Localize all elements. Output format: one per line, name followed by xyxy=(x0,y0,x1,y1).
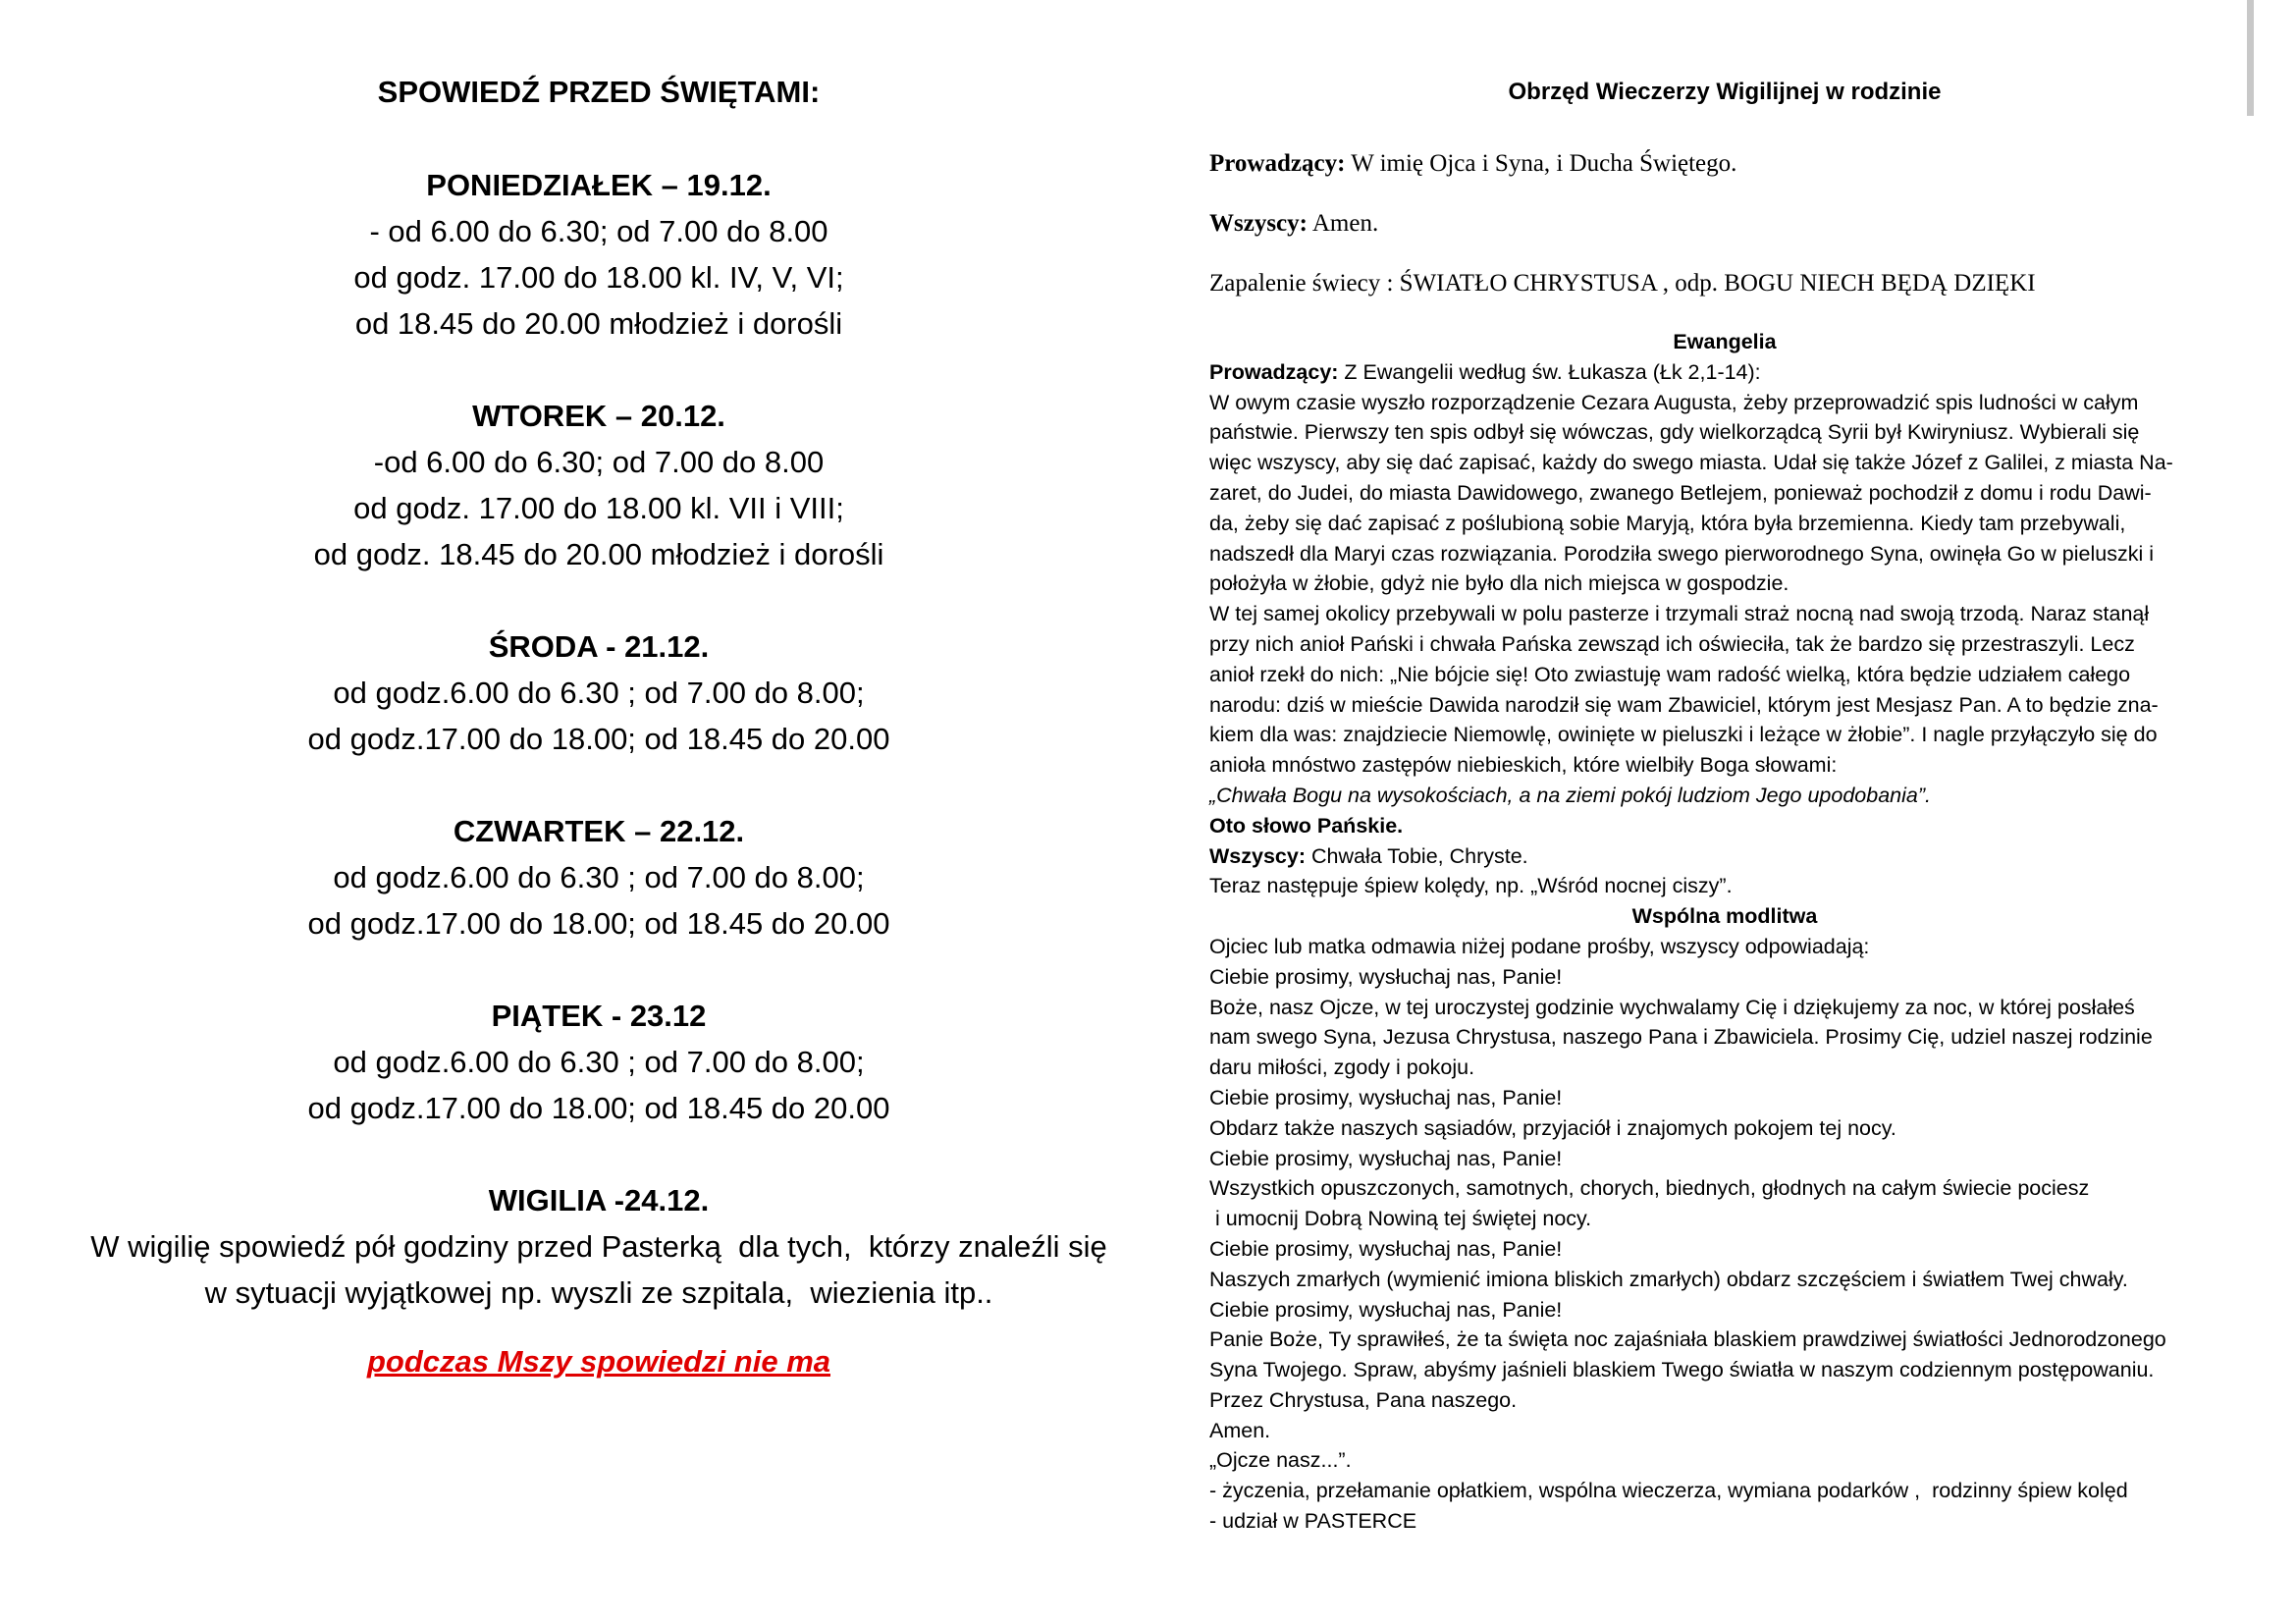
schedule-note: podczas Mszy spowiedzi nie ma xyxy=(366,1344,830,1379)
day-title: PONIEDZIAŁEK – 19.12. xyxy=(426,168,772,202)
ewangelia-quote: „Chwała Bogu na wysokościach, a na ziemi pokój ludziom Jego upodobania”. xyxy=(1209,783,1931,807)
rite-intro xyxy=(1209,147,2240,299)
text-line: „Ojcze nasz...”. xyxy=(1209,1448,1352,1473)
day-title: WTOREK – 20.12. xyxy=(472,399,725,433)
text-line: przy nich anioł Pański i chwała Pańska zewsząd ich oświeciła, tak że bardzo się przestraszyli. Lecz xyxy=(1209,631,2135,656)
text-line: W owym czasie wyszło rozporządzenie Cezara Augusta, żeby przeprowadzić spis ludności w całym xyxy=(1209,390,2139,414)
text-line: Panie Boże, Ty sprawiłeś, że ta święta noc zajaśniała blaskiem prawdziwej światłości Jednorodzonego xyxy=(1209,1327,2166,1352)
schedule-line: w sytuacji wyjątkowej np. wyszli ze szpitala, wiezienia itp.. xyxy=(204,1275,993,1310)
intro-text: Amen. xyxy=(1307,210,1379,237)
text-line: anioł rzekł do nich: „Nie bójcie się! Oto zwiastuję wam radość wielką, która będzie udziałem całego xyxy=(1209,662,2131,686)
vigil-rite xyxy=(1209,79,2240,1537)
text-line: W tej samej okolicy przebywali w polu pasterze i trzymali straż nocną nad swoją trzodą. Naraz stanął xyxy=(1209,602,2150,626)
schedule-line: od godz.6.00 do 6.30 ; od 7.00 do 8.00; xyxy=(333,860,865,894)
text-line: Ciebie prosimy, wysłuchaj nas, Panie! xyxy=(1209,1146,1563,1170)
day-title: WIGILIA -24.12. xyxy=(488,1183,710,1218)
schedule-line: W wigilię spowiedź pół godziny przed Pasterką dla tych, którzy znaleźli się xyxy=(90,1229,1107,1264)
schedule-line: od godz. 17.00 do 18.00 kl. IV, V, VI; xyxy=(353,260,844,295)
text-line: kiem dla was: znajdziecie Niemowlę, owinięte w pieluszki i leżące w żłobie”. I nagle przyłączyło się do xyxy=(1209,723,2158,747)
ewangelia-close: Oto słowo Pańskie. xyxy=(1209,813,1404,838)
text-line: Ciebie prosimy, wysłuchaj nas, Panie! xyxy=(1209,1236,1563,1261)
schedule-title: SPOWIEDŹ PRZED ŚWIĘTAMI: xyxy=(377,75,821,109)
schedule-line: od godz.17.00 do 18.00; od 18.45 do 20.00 xyxy=(307,722,890,756)
text-line: nadszedł dla Maryi czas rozwiązania. Porodziła swego pierworodnego Syna, owinęła Go w pieluszki i xyxy=(1209,541,2155,566)
schedule-line: od godz. 17.00 do 18.00 kl. VII i VIII; xyxy=(353,491,844,525)
confession-schedule xyxy=(39,69,1158,1384)
day-title: PIĄTEK - 23.12 xyxy=(491,999,707,1033)
text-line: i umocnij Dobrą Nowiną tej świętej nocy. xyxy=(1209,1207,1592,1231)
schedule-line: - od 6.00 do 6.30; od 7.00 do 8.00 xyxy=(369,214,828,248)
intro-text: Zapalenie świecy : ŚWIATŁO CHRYSTUSA , odp. BOGU NIECH BĘDĄ DZIĘKI xyxy=(1209,270,2036,297)
rite-body xyxy=(1209,327,2240,1537)
intro-label: Prowadzący: xyxy=(1209,150,1346,177)
koleda-line: Teraz następuje śpiew kolędy, np. „Wśród nocnej ciszy”. xyxy=(1209,874,1733,898)
text-line: państwie. Pierwszy ten spis odbył się wówczas, gdy wielkorządcą Syrii był Kwiryniusz. Wybierali się xyxy=(1209,420,2140,445)
text-line: daru miłości, zgody i pokoju. xyxy=(1209,1056,1475,1080)
day-block xyxy=(39,623,1158,762)
text-line: Ciebie prosimy, wysłuchaj nas, Panie! xyxy=(1209,1297,1563,1322)
schedule-line: od godz.6.00 do 6.30 ; od 7.00 do 8.00; xyxy=(333,1045,865,1079)
lead-text: Z Ewangelii według św. Łukasza (Łk 2,1-14): xyxy=(1338,359,1761,384)
text-line: Naszych zmarłych (wymienić imiona bliskich zmarłych) obdarz szczęściem i światłem Twej chwały. xyxy=(1209,1267,2128,1291)
intro-line xyxy=(1209,147,2240,180)
text-line: Syna Twojego. Spraw, abyśmy jaśnieli blaskiem Twego światła w naszym codziennym postępowaniu. xyxy=(1209,1358,2155,1382)
day-block xyxy=(39,993,1158,1131)
text-line: da, żeby się dać zapisać z poślubioną sobie Maryją, która była brzemienna. Kiedy tam przebywali, xyxy=(1209,511,2126,535)
day-block xyxy=(39,1177,1158,1316)
lead-label: Prowadzący: xyxy=(1209,359,1339,384)
ewangelia-lead xyxy=(1209,357,2240,388)
text-line: Obdarz także naszych sąsiadów, przyjaciół i znajomych pokojem tej nocy. xyxy=(1209,1115,1896,1140)
text-line: Amen. xyxy=(1209,1418,1271,1442)
modlitwa-heading: Wspólna modlitwa xyxy=(1631,904,1818,929)
wszyscy-label: Wszyscy: xyxy=(1209,843,1306,868)
intro-text: W imię Ojca i Syna, i Ducha Świętego. xyxy=(1345,150,1737,177)
wszyscy-response xyxy=(1209,841,2240,872)
schedule-line: od 18.45 do 20.00 młodzież i dorośli xyxy=(354,306,843,341)
text-line: Przez Chrystusa, Pana naszego. xyxy=(1209,1387,1518,1412)
text-line: nam swego Syna, Jezusa Chrystusa, naszego Pana i Zbawiciela. Prosimy Cię, udziel naszej rodzinie xyxy=(1209,1025,2153,1050)
schedule-line: od godz. 18.45 do 20.00 młodzież i dorośli xyxy=(313,537,884,571)
day-title: CZWARTEK – 22.12. xyxy=(453,814,745,848)
text-line: Ciebie prosimy, wysłuchaj nas, Panie! xyxy=(1209,964,1563,989)
text-line: zaret, do Judei, do miasta Dawidowego, zwanego Betlejem, ponieważ pochodził z domu i rodu Dawi- xyxy=(1209,480,2152,505)
scrollbar[interactable] xyxy=(2247,0,2254,116)
day-title: ŚRODA - 21.12. xyxy=(488,629,710,664)
text-line: Ojciec lub matka odmawia niżej podane prośby, wszyscy odpowiadają: xyxy=(1209,934,1870,958)
day-block xyxy=(39,162,1158,347)
schedule-line: od godz.17.00 do 18.00; od 18.45 do 20.00 xyxy=(307,906,890,941)
day-block xyxy=(39,808,1158,947)
schedule-line: od godz.6.00 do 6.30 ; od 7.00 do 8.00; xyxy=(333,676,865,710)
text-line: położyła w żłobie, gdyż nie było dla nich miejsca w gospodzie. xyxy=(1209,571,1789,596)
text-line: Boże, nasz Ojcze, w tej uroczystej godzinie wychwalamy Cię i dziękujemy za noc, w której posłałeś xyxy=(1209,995,2135,1019)
text-line: Ciebie prosimy, wysłuchaj nas, Panie! xyxy=(1209,1085,1563,1110)
text-line: anioła mnóstwo zastępów niebieskich, które wielbiły Boga słowami: xyxy=(1209,753,1838,778)
wszyscy-text: Chwała Tobie, Chryste. xyxy=(1306,843,1528,868)
text-line: więc wszyscy, aby się dać zapisać, każdy do swego miasta. Udał się także Józef z Galilei, z miasta Na- xyxy=(1209,451,2173,475)
schedule-line: -od 6.00 do 6.30; od 7.00 do 8.00 xyxy=(373,445,825,479)
intro-line xyxy=(1209,207,2240,240)
schedule-line: od godz.17.00 do 18.00; od 18.45 do 20.00 xyxy=(307,1091,890,1125)
intro-line xyxy=(1209,267,2240,299)
rite-title: Obrzęd Wieczerzy Wigilijnej w rodzinie xyxy=(1508,79,1942,105)
text-line: Wszystkich opuszczonych, samotnych, chorych, biednych, głodnych na całym świecie pociesz xyxy=(1209,1176,2090,1201)
text-line: - udział w PASTERCE xyxy=(1209,1509,1417,1534)
intro-label: Wszyscy: xyxy=(1209,210,1308,237)
ewangelia-heading: Ewangelia xyxy=(1673,330,1777,353)
text-line: - życzenia, przełamanie opłatkiem, wspólna wieczerza, wymiana podarków , rodzinny śpiew kolęd xyxy=(1209,1479,2128,1503)
day-block xyxy=(39,393,1158,577)
text-line: narodu: dziś w mieście Dawida narodził się wam Zbawiciel, którym jest Mesjasz Pan. A to będzie zna- xyxy=(1209,692,2159,717)
